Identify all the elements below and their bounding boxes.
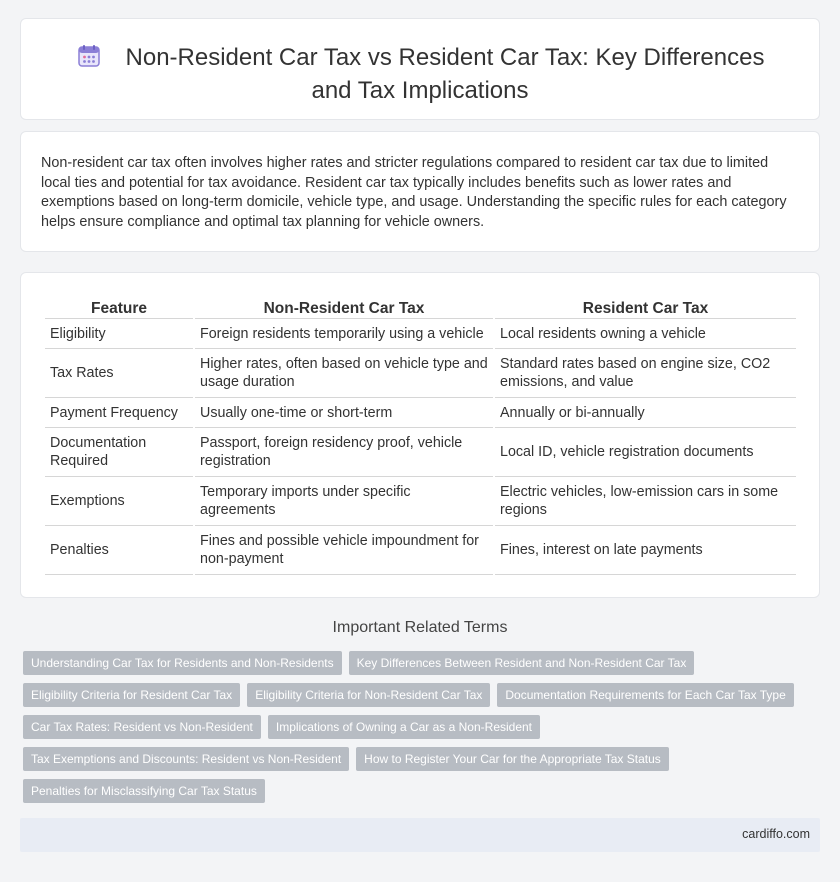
intro-paragraph: Non-resident car tax often involves higher rates and stricter regulations compared to resident car tax due to limited local ties and potential for tax avoidance. Resident car tax typically includes benefits such as lower rates and exemptions based on long-term domicile, vehicle type, and usage. Understanding the specific rules for each category helps ensure compliance and optimal tax planning for vehicle owners.	[41, 155, 787, 230]
table-row	[45, 477, 796, 526]
non-resident-cell: Fines and possible vehicle impoundment for non-payment	[195, 526, 493, 575]
comparison-table-card	[20, 272, 820, 598]
table-row	[45, 319, 796, 349]
footer-site-link[interactable]: cardiffo.com	[742, 827, 810, 841]
resident-cell: Local residents owning a vehicle	[495, 319, 796, 349]
table-row	[45, 428, 796, 477]
feature-cell: Documentation Required	[45, 428, 193, 477]
related-term-tag[interactable]: Car Tax Rates: Resident vs Non-Resident	[23, 715, 261, 739]
related-term-tag[interactable]: Eligibility Criteria for Resident Car Tax	[23, 683, 240, 707]
table-row	[45, 398, 796, 428]
related-term-tag[interactable]: How to Register Your Car for the Appropriate Tax Status	[356, 747, 669, 771]
header-feature: Feature	[45, 295, 193, 319]
page-title-wrap	[21, 43, 819, 105]
header-card	[20, 18, 820, 120]
table-row	[45, 349, 796, 398]
page-title: Non-Resident Car Tax vs Resident Car Tax: Key Differences and Tax Implications	[125, 44, 765, 104]
related-term-tag[interactable]: Documentation Requirements for Each Car Tax Type	[497, 683, 793, 707]
related-term-tag[interactable]: Implications of Owning a Car as a Non-Resident	[268, 715, 540, 739]
intro-card	[20, 131, 820, 252]
non-resident-cell: Usually one-time or short-term	[195, 398, 493, 428]
non-resident-cell: Higher rates, often based on vehicle type and usage duration	[195, 349, 493, 398]
related-terms-title: Important Related Terms	[332, 619, 508, 636]
feature-cell: Payment Frequency	[45, 398, 193, 428]
header-non-resident: Non-Resident Car Tax	[195, 295, 493, 319]
footer-bar	[20, 818, 820, 852]
calendar-icon	[76, 43, 102, 76]
related-term-tag[interactable]: Eligibility Criteria for Non-Resident Car Tax	[247, 683, 490, 707]
non-resident-cell: Temporary imports under specific agreements	[195, 477, 493, 526]
resident-cell: Fines, interest on late payments	[495, 526, 796, 575]
related-term-tag[interactable]: Penalties for Misclassifying Car Tax Status	[23, 779, 265, 803]
related-term-tag[interactable]: Tax Exemptions and Discounts: Resident vs Non-Resident	[23, 747, 349, 771]
related-term-tag[interactable]: Understanding Car Tax for Residents and Non-Residents	[23, 651, 342, 675]
feature-cell: Eligibility	[45, 319, 193, 349]
comparison-table	[43, 295, 798, 575]
resident-cell: Standard rates based on engine size, CO2 emissions, and value	[495, 349, 796, 398]
resident-cell: Local ID, vehicle registration documents	[495, 428, 796, 477]
non-resident-cell: Passport, foreign residency proof, vehicle registration	[195, 428, 493, 477]
feature-cell: Penalties	[45, 526, 193, 575]
non-resident-cell: Foreign residents temporarily using a vehicle	[195, 319, 493, 349]
header-resident: Resident Car Tax	[495, 295, 796, 319]
feature-cell: Tax Rates	[45, 349, 193, 398]
resident-cell: Electric vehicles, low-emission cars in some regions	[495, 477, 796, 526]
feature-cell: Exemptions	[45, 477, 193, 526]
related-term-tag[interactable]: Key Differences Between Resident and Non-Resident Car Tax	[349, 651, 695, 675]
resident-cell: Annually or bi-annually	[495, 398, 796, 428]
table-row	[45, 526, 796, 575]
related-terms-tags	[23, 651, 803, 811]
table-header-row	[45, 295, 796, 319]
